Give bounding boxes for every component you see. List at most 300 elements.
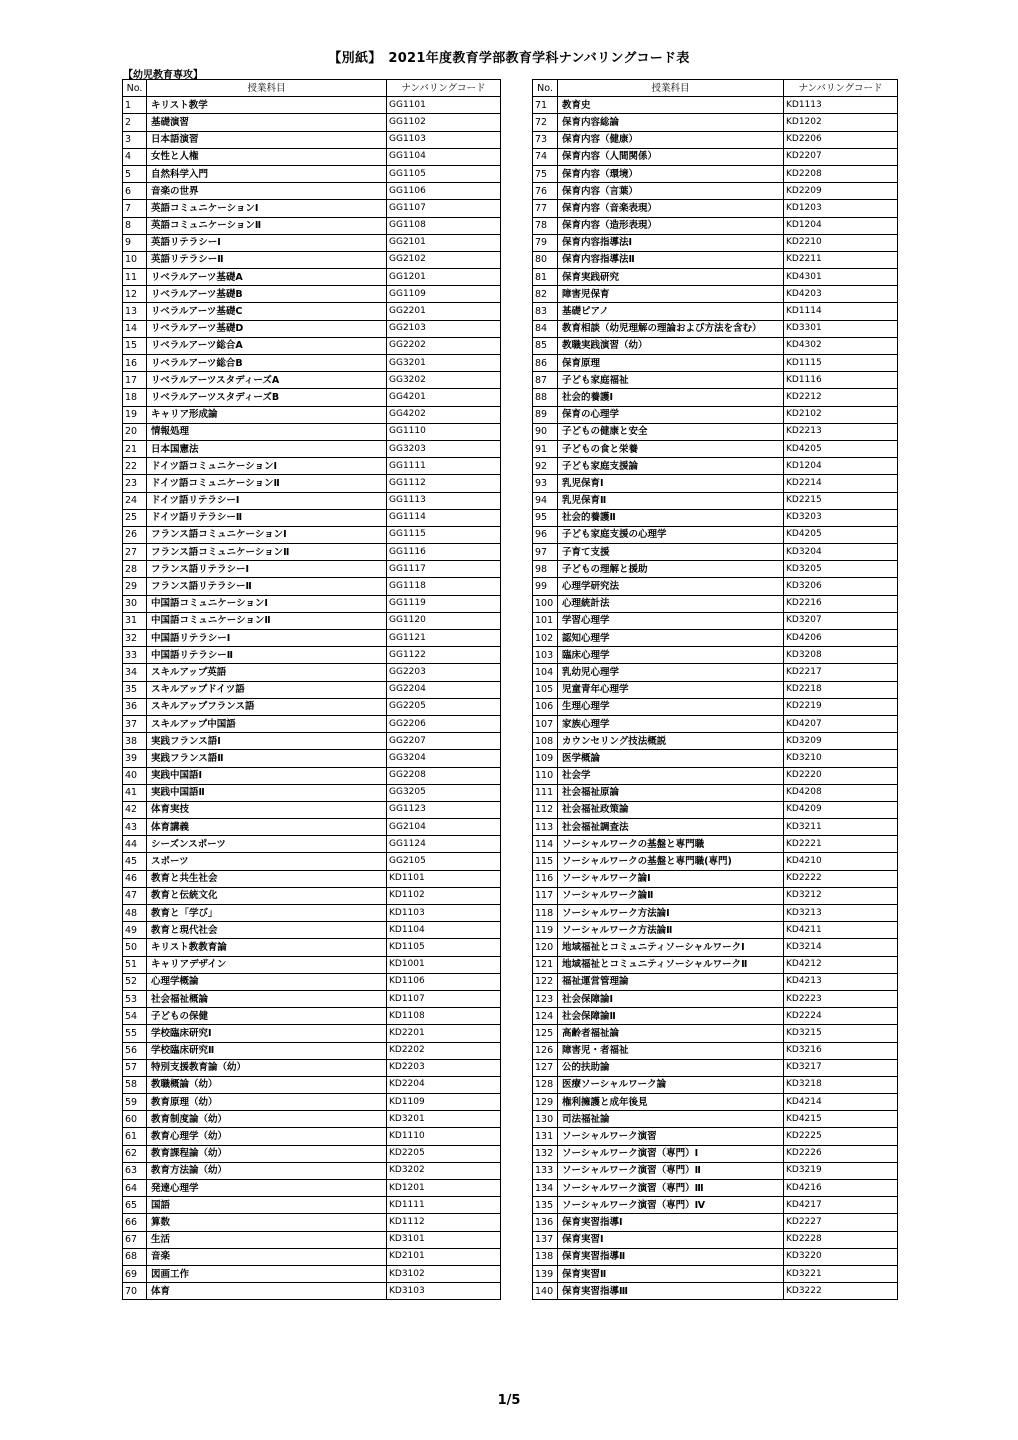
row-number: 41	[123, 784, 147, 801]
table-row	[123, 922, 501, 939]
table-row	[123, 1231, 501, 1248]
row-number: 74	[533, 148, 558, 165]
course-name: 実践中国語Ⅱ	[147, 784, 387, 801]
row-number: 30	[123, 595, 147, 612]
numbering-code: KD3219	[784, 1162, 898, 1179]
numbering-code: KD2224	[784, 1008, 898, 1025]
row-number: 107	[533, 715, 558, 732]
row-number: 132	[533, 1145, 558, 1162]
table-row	[123, 183, 501, 200]
row-number: 43	[123, 819, 147, 836]
row-number: 22	[123, 458, 147, 475]
course-name: 社会福祉調査法	[558, 819, 784, 836]
table-row	[533, 148, 898, 165]
table-row	[533, 1145, 898, 1162]
row-number: 46	[123, 870, 147, 887]
row-number: 20	[123, 423, 147, 440]
table-row	[123, 647, 501, 664]
course-name: 子ども家庭福祉	[558, 372, 784, 389]
table-row	[123, 939, 501, 956]
numbering-code: KD3202	[387, 1162, 501, 1179]
numbering-code: KD1109	[387, 1094, 501, 1111]
course-name: リベラルアーツ基礎D	[147, 320, 387, 337]
course-name: 保育実習指導Ⅱ	[558, 1248, 784, 1265]
course-name: 社会福祉概論	[147, 990, 387, 1007]
numbering-code: KD2221	[784, 836, 898, 853]
table-row	[123, 475, 501, 492]
header-course: 授業科目	[147, 80, 387, 97]
course-name: 保育実習指導Ⅰ	[558, 1214, 784, 1231]
numbering-code: GG2102	[387, 251, 501, 268]
course-name: 高齢者福祉論	[558, 1025, 784, 1042]
numbering-code: KD2212	[784, 389, 898, 406]
table-row	[123, 1197, 501, 1214]
numbering-code: GG1112	[387, 475, 501, 492]
course-name: 英語リテラシーⅠ	[147, 234, 387, 251]
numbering-code: KD3222	[784, 1283, 898, 1300]
numbering-code: GG2103	[387, 320, 501, 337]
numbering-code: GG3201	[387, 355, 501, 372]
row-number: 29	[123, 578, 147, 595]
course-name: フランス語リテラシーⅡ	[147, 578, 387, 595]
table-row	[123, 595, 501, 612]
course-name: 乳児保育Ⅰ	[558, 475, 784, 492]
table-row	[123, 509, 501, 526]
course-name: 図画工作	[147, 1265, 387, 1282]
table-row	[123, 973, 501, 990]
course-name: 子ども家庭支援の心理学	[558, 526, 784, 543]
table-row	[123, 526, 501, 543]
course-name: 保育実習Ⅰ	[558, 1231, 784, 1248]
row-number: 55	[123, 1025, 147, 1042]
table-row	[123, 337, 501, 354]
row-number: 75	[533, 165, 558, 182]
course-name: 体育講義	[147, 819, 387, 836]
numbering-code: KD2207	[784, 148, 898, 165]
row-number: 9	[123, 234, 147, 251]
table-row	[533, 784, 898, 801]
row-number: 87	[533, 372, 558, 389]
course-name: 教職実践演習（幼）	[558, 337, 784, 354]
table-row	[533, 1248, 898, 1265]
course-name: 認知心理学	[558, 630, 784, 647]
table-row	[123, 320, 501, 337]
row-number: 88	[533, 389, 558, 406]
course-name: 中国語コミュニケーションⅠ	[147, 595, 387, 612]
course-name: ドイツ語リテラシーⅠ	[147, 492, 387, 509]
course-name: 中国語コミュニケーションⅡ	[147, 612, 387, 629]
table-row	[123, 1111, 501, 1128]
row-number: 52	[123, 973, 147, 990]
table-row	[533, 767, 898, 784]
table-row	[123, 1214, 501, 1231]
course-name: 体育実技	[147, 801, 387, 818]
numbering-code: KD1103	[387, 905, 501, 922]
course-name: 保育原理	[558, 355, 784, 372]
numbering-code: KD1001	[387, 956, 501, 973]
table-row	[123, 1042, 501, 1059]
row-number: 102	[533, 630, 558, 647]
table-row	[123, 97, 501, 114]
table-row	[123, 1094, 501, 1111]
table-row	[123, 1265, 501, 1282]
numbering-code: GG1124	[387, 836, 501, 853]
numbering-code: KD1201	[387, 1180, 501, 1197]
table-row	[533, 612, 898, 629]
numbering-code: GG1105	[387, 165, 501, 182]
table-row	[533, 131, 898, 148]
numbering-code: GG4201	[387, 389, 501, 406]
numbering-code: GG1111	[387, 458, 501, 475]
numbering-code: KD4207	[784, 715, 898, 732]
table-row	[123, 1128, 501, 1145]
row-number: 59	[123, 1094, 147, 1111]
numbering-code: GG1201	[387, 269, 501, 286]
table-row	[533, 801, 898, 818]
table-row	[123, 1059, 501, 1076]
row-number: 89	[533, 406, 558, 423]
course-name: 保育内容総論	[558, 114, 784, 131]
numbering-code: KD4211	[784, 922, 898, 939]
course-name: 医学概論	[558, 750, 784, 767]
numbering-code: KD2218	[784, 681, 898, 698]
numbering-code: KD3207	[784, 612, 898, 629]
row-number: 104	[533, 664, 558, 681]
table-row	[123, 767, 501, 784]
row-number: 80	[533, 251, 558, 268]
table-row	[123, 440, 501, 457]
row-number: 118	[533, 905, 558, 922]
table-row	[533, 922, 898, 939]
row-number: 3	[123, 131, 147, 148]
course-name: リベラルアーツ基礎B	[147, 286, 387, 303]
table-row	[123, 870, 501, 887]
course-name: リベラルアーツ総合A	[147, 337, 387, 354]
row-number: 136	[533, 1214, 558, 1231]
numbering-code: KD2203	[387, 1059, 501, 1076]
table-row	[533, 905, 898, 922]
table-row	[123, 956, 501, 973]
course-name: ドイツ語コミュニケーションⅠ	[147, 458, 387, 475]
row-number: 127	[533, 1059, 558, 1076]
course-name: キリスト教教育論	[147, 939, 387, 956]
course-name: 発達心理学	[147, 1180, 387, 1197]
course-name: 乳幼児心理学	[558, 664, 784, 681]
numbering-code: KD3205	[784, 561, 898, 578]
table-row	[123, 561, 501, 578]
course-name: 子どもの保健	[147, 1008, 387, 1025]
table-row	[123, 664, 501, 681]
numbering-code: GG3204	[387, 750, 501, 767]
numbering-code: GG1113	[387, 492, 501, 509]
course-name: ドイツ語リテラシーⅡ	[147, 509, 387, 526]
numbering-code: KD4208	[784, 784, 898, 801]
course-name: 女性と人権	[147, 148, 387, 165]
table-row	[533, 440, 898, 457]
numbering-code: KD2226	[784, 1145, 898, 1162]
row-number: 34	[123, 664, 147, 681]
table-row	[123, 406, 501, 423]
row-number: 47	[123, 887, 147, 904]
numbering-code: GG2105	[387, 853, 501, 870]
course-name: 子ども家庭支援論	[558, 458, 784, 475]
row-number: 123	[533, 990, 558, 1007]
course-name: ソーシャルワーク演習（専門）Ⅲ	[558, 1180, 784, 1197]
numbering-code: GG2104	[387, 819, 501, 836]
table-row	[533, 1094, 898, 1111]
course-name: 保育内容（造形表現）	[558, 217, 784, 234]
table-row	[533, 492, 898, 509]
table-row	[533, 698, 898, 715]
row-number: 13	[123, 303, 147, 320]
numbering-code: KD2202	[387, 1042, 501, 1059]
course-name: 学校臨床研究Ⅰ	[147, 1025, 387, 1042]
numbering-code: KD3216	[784, 1042, 898, 1059]
row-number: 15	[123, 337, 147, 354]
numbering-code: GG1122	[387, 647, 501, 664]
course-name: スキルアップドイツ語	[147, 681, 387, 698]
numbering-table-right	[532, 79, 898, 1300]
table-row	[533, 956, 898, 973]
course-name: スキルアップフランス語	[147, 698, 387, 715]
table-row	[123, 578, 501, 595]
numbering-code: KD3210	[784, 750, 898, 767]
course-name: 保育内容（人間関係）	[558, 148, 784, 165]
course-name: 中国語リテラシーⅠ	[147, 630, 387, 647]
course-name: 家族心理学	[558, 715, 784, 732]
numbering-code: KD2228	[784, 1231, 898, 1248]
table-row	[123, 784, 501, 801]
course-name: 体育	[147, 1283, 387, 1300]
course-name: 子どもの理解と援助	[558, 561, 784, 578]
table-row	[123, 1145, 501, 1162]
table-header-row	[123, 80, 501, 97]
table-row	[533, 406, 898, 423]
table-row	[533, 234, 898, 251]
course-name: ソーシャルワーク方法論Ⅱ	[558, 922, 784, 939]
numbering-code: GG1114	[387, 509, 501, 526]
row-number: 103	[533, 647, 558, 664]
course-name: 生理心理学	[558, 698, 784, 715]
table-row	[123, 750, 501, 767]
table-row	[533, 1111, 898, 1128]
row-number: 73	[533, 131, 558, 148]
row-number: 126	[533, 1042, 558, 1059]
numbering-code: KD2208	[784, 165, 898, 182]
numbering-code: KD1110	[387, 1128, 501, 1145]
row-number: 18	[123, 389, 147, 406]
table-row	[123, 234, 501, 251]
row-number: 2	[123, 114, 147, 131]
row-number: 91	[533, 440, 558, 457]
numbering-code: KD1114	[784, 303, 898, 320]
numbering-code: GG2207	[387, 733, 501, 750]
table-row	[533, 183, 898, 200]
row-number: 39	[123, 750, 147, 767]
numbering-code: GG1116	[387, 544, 501, 561]
numbering-code: GG1104	[387, 148, 501, 165]
row-number: 65	[123, 1197, 147, 1214]
course-name: 社会的養護Ⅰ	[558, 389, 784, 406]
row-number: 111	[533, 784, 558, 801]
row-number: 48	[123, 905, 147, 922]
numbering-code: KD1104	[387, 922, 501, 939]
numbering-code: KD1202	[784, 114, 898, 131]
course-name: 算数	[147, 1214, 387, 1231]
row-number: 119	[533, 922, 558, 939]
row-number: 99	[533, 578, 558, 595]
row-number: 8	[123, 217, 147, 234]
table-row	[533, 973, 898, 990]
table-row	[123, 698, 501, 715]
table-row	[533, 1025, 898, 1042]
row-number: 19	[123, 406, 147, 423]
numbering-code: KD2216	[784, 595, 898, 612]
course-name: フランス語リテラシーⅠ	[147, 561, 387, 578]
row-number: 38	[123, 733, 147, 750]
row-number: 105	[533, 681, 558, 698]
row-number: 114	[533, 836, 558, 853]
course-name: 社会福祉政策論	[558, 801, 784, 818]
course-name: リベラルアーツ総合B	[147, 355, 387, 372]
numbering-code: KD2219	[784, 698, 898, 715]
table-row	[533, 251, 898, 268]
table-row	[533, 269, 898, 286]
numbering-code: KD2227	[784, 1214, 898, 1231]
course-name: 保育実践研究	[558, 269, 784, 286]
section-label: 【幼児教育専攻】	[123, 70, 203, 81]
row-number: 1	[123, 97, 147, 114]
course-name: 自然科学入門	[147, 165, 387, 182]
course-name: ソーシャルワークの基盤と専門職(専門)	[558, 853, 784, 870]
numbering-code: KD3212	[784, 887, 898, 904]
table-row	[123, 303, 501, 320]
row-number: 122	[533, 973, 558, 990]
table-row	[533, 97, 898, 114]
document-title: 【別紙】 2021年度教育学部教育学科ナンバリングコード表	[328, 51, 690, 66]
table-row	[533, 458, 898, 475]
row-number: 44	[123, 836, 147, 853]
row-number: 81	[533, 269, 558, 286]
row-number: 138	[533, 1248, 558, 1265]
course-name: 英語コミュニケーションⅠ	[147, 200, 387, 217]
numbering-code: KD4215	[784, 1111, 898, 1128]
course-name: 障害児・者福祉	[558, 1042, 784, 1059]
course-name: 保育内容（健康）	[558, 131, 784, 148]
course-name: スキルアップ英語	[147, 664, 387, 681]
row-number: 94	[533, 492, 558, 509]
course-name: 英語コミュニケーションⅡ	[147, 217, 387, 234]
numbering-code: KD3215	[784, 1025, 898, 1042]
row-number: 11	[123, 269, 147, 286]
table-row	[123, 853, 501, 870]
table-row	[123, 544, 501, 561]
numbering-code: KD3301	[784, 320, 898, 337]
course-name: 児童青年心理学	[558, 681, 784, 698]
table-row	[533, 733, 898, 750]
course-name: キャリア形成論	[147, 406, 387, 423]
row-number: 72	[533, 114, 558, 131]
row-number: 128	[533, 1076, 558, 1093]
row-number: 32	[123, 630, 147, 647]
numbering-code: GG1107	[387, 200, 501, 217]
table-row	[533, 578, 898, 595]
table-row	[533, 1283, 898, 1300]
course-name: 教育と「学び」	[147, 905, 387, 922]
numbering-code: GG1115	[387, 526, 501, 543]
numbering-code: KD1203	[784, 200, 898, 217]
numbering-code: GG2201	[387, 303, 501, 320]
numbering-code: KD1107	[387, 990, 501, 1007]
table-row	[533, 114, 898, 131]
numbering-code: GG1119	[387, 595, 501, 612]
table-row	[533, 337, 898, 354]
numbering-code: KD1105	[387, 939, 501, 956]
course-name: 情報処理	[147, 423, 387, 440]
header-code: ナンバリングコード	[784, 80, 898, 97]
row-number: 62	[123, 1145, 147, 1162]
course-name: ソーシャルワーク演習（専門）Ⅳ	[558, 1197, 784, 1214]
course-name: 心理学研究法	[558, 578, 784, 595]
row-number: 112	[533, 801, 558, 818]
numbering-code: KD1112	[387, 1214, 501, 1231]
row-number: 100	[533, 595, 558, 612]
table-row	[533, 544, 898, 561]
table-row	[123, 801, 501, 818]
numbering-code: KD1116	[784, 372, 898, 389]
numbering-code: GG1120	[387, 612, 501, 629]
row-number: 54	[123, 1008, 147, 1025]
numbering-code: KD1101	[387, 870, 501, 887]
row-number: 95	[533, 509, 558, 526]
course-name: 医療ソーシャルワーク論	[558, 1076, 784, 1093]
course-name: 中国語リテラシーⅡ	[147, 647, 387, 664]
table-row	[123, 1162, 501, 1179]
numbering-code: GG1101	[387, 97, 501, 114]
table-row	[123, 251, 501, 268]
row-number: 69	[123, 1265, 147, 1282]
course-name: 保育内容（音楽表現）	[558, 200, 784, 217]
row-number: 37	[123, 715, 147, 732]
numbering-code: KD4302	[784, 337, 898, 354]
numbering-code: KD2211	[784, 251, 898, 268]
course-name: 公的扶助論	[558, 1059, 784, 1076]
numbering-code: GG2202	[387, 337, 501, 354]
numbering-code: GG1123	[387, 801, 501, 818]
table-row	[123, 1008, 501, 1025]
numbering-code: GG2204	[387, 681, 501, 698]
row-number: 25	[123, 509, 147, 526]
table-row	[123, 423, 501, 440]
row-number: 86	[533, 355, 558, 372]
table-row	[533, 561, 898, 578]
row-number: 7	[123, 200, 147, 217]
numbering-code: GG2203	[387, 664, 501, 681]
row-number: 10	[123, 251, 147, 268]
table-row	[533, 939, 898, 956]
course-name: 社会福祉原論	[558, 784, 784, 801]
numbering-code: KD1115	[784, 355, 898, 372]
numbering-code: GG1110	[387, 423, 501, 440]
row-number: 49	[123, 922, 147, 939]
table-row	[123, 389, 501, 406]
numbering-code: GG2101	[387, 234, 501, 251]
numbering-code: KD3201	[387, 1111, 501, 1128]
course-name: 国語	[147, 1197, 387, 1214]
course-name: 教育課程論（幼）	[147, 1145, 387, 1162]
course-name: 教育と伝統文化	[147, 887, 387, 904]
course-name: 保育内容指導法Ⅱ	[558, 251, 784, 268]
